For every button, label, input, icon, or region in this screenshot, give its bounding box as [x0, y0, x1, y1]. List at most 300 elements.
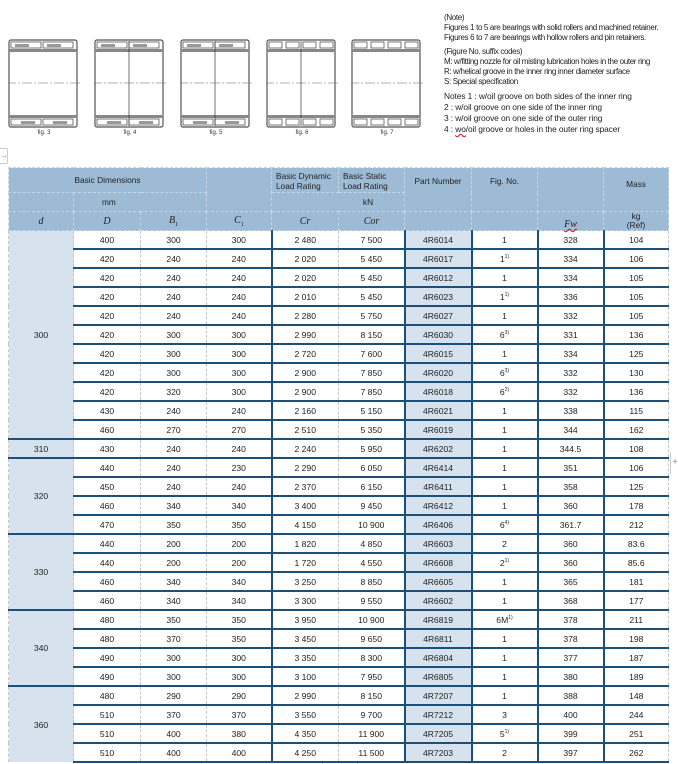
fig-no-cell: [472, 496, 538, 515]
width-b1-cell: 320: [141, 382, 207, 401]
header-mass-units: [604, 212, 669, 231]
width-c1-cell: 300: [207, 667, 272, 686]
dynamic-load-cell: 2 010: [272, 287, 339, 306]
fig-note-ref: 2): [504, 386, 510, 393]
width-b1-cell: 240: [141, 439, 207, 458]
part-number-cell: 4R6602: [405, 591, 472, 610]
bearing-figure-5: [180, 38, 250, 136]
bearing-figure-3: [8, 38, 78, 136]
static-load-cell: 11 500: [339, 743, 405, 762]
width-b1-cell: 200: [141, 553, 207, 572]
width-b1-cell: 400: [141, 743, 207, 762]
width-c1-cell: 350: [207, 515, 272, 534]
fig-no-cell: [472, 439, 538, 458]
table-row: [9, 268, 669, 287]
part-number-cell: 4R7207: [405, 686, 472, 705]
figure-caption: fig. 3: [37, 130, 51, 136]
part-number-cell: 4R6605: [405, 572, 472, 591]
outer-diameter-cell: 400: [74, 231, 141, 250]
width-b1-cell: 370: [141, 705, 207, 724]
fw-cell: 380: [538, 667, 604, 686]
mass-cell: 251: [604, 724, 669, 743]
width-b1-cell: 240: [141, 477, 207, 496]
fig-note-ref: 1): [504, 728, 510, 735]
width-b1-cell: 350: [141, 610, 207, 629]
outer-diameter-cell: 460: [74, 496, 141, 515]
part-number-cell: 4R6819: [405, 610, 472, 629]
mass-cell: 178: [604, 496, 669, 515]
fig-number: 2: [499, 557, 505, 568]
width-c1-cell: 240: [207, 268, 272, 287]
bore-diameter-cell: 320: [9, 458, 74, 534]
outer-diameter-cell: 510: [74, 705, 141, 724]
table-row: [9, 363, 669, 382]
fig-no-cell: [472, 325, 538, 344]
static-load-cell: 9 550: [339, 591, 405, 610]
header-part-number: Part Number: [405, 168, 472, 212]
bearing-figure-7: [351, 38, 421, 136]
static-load-cell: 8 150: [339, 686, 405, 705]
fig-number: 1: [502, 481, 507, 492]
fig-no-cell: [472, 743, 538, 762]
width-c1-cell: 340: [207, 591, 272, 610]
bearing-figure-4: [94, 38, 164, 136]
part-number-cell: 4R6406: [405, 515, 472, 534]
static-load-cell: 9 700: [339, 705, 405, 724]
fw-cell: 344: [538, 420, 604, 439]
static-load-cell: 9 650: [339, 629, 405, 648]
fig-note-ref: 4): [504, 519, 510, 526]
width-b1-cell: 340: [141, 496, 207, 515]
figure-caption: fig. 5: [209, 130, 223, 136]
width-b1-cell: 300: [141, 344, 207, 363]
fig-number: 5: [499, 728, 505, 739]
width-b1-cell: 400: [141, 724, 207, 743]
static-load-cell: 9 450: [339, 496, 405, 515]
fig-number: 2: [502, 538, 507, 549]
width-b1-cell: 340: [141, 591, 207, 610]
dynamic-load-cell: 3 450: [272, 629, 339, 648]
width-c1-cell: 240: [207, 401, 272, 420]
fig-no-cell: [472, 477, 538, 496]
header-static: Basic Static Load Rating: [339, 168, 405, 193]
part-number-cell: 4R7203: [405, 743, 472, 762]
width-c1-cell: 200: [207, 553, 272, 572]
fig-no-cell: [472, 401, 538, 420]
fw-cell: 378: [538, 610, 604, 629]
table-row: [9, 439, 669, 458]
header-d: d: [9, 212, 74, 231]
dynamic-load-cell: 3 950: [272, 610, 339, 629]
fw-cell: 377: [538, 648, 604, 667]
outer-diameter-cell: 420: [74, 325, 141, 344]
part-number-cell: 4R6014: [405, 231, 472, 250]
outer-diameter-cell: 420: [74, 249, 141, 268]
width-c1-cell: 350: [207, 629, 272, 648]
width-b1-cell: 340: [141, 572, 207, 591]
fig-note-ref: 1): [508, 614, 513, 621]
static-load-cell: 6 150: [339, 477, 405, 496]
width-b1-cell: 300: [141, 363, 207, 382]
mass-cell: 211: [604, 610, 669, 629]
part-number-cell: 4R6021: [405, 401, 472, 420]
table-move-handle-icon[interactable]: →: [0, 148, 8, 164]
dynamic-load-cell: 2 510: [272, 420, 339, 439]
outer-diameter-cell: 420: [74, 382, 141, 401]
fig-number: 1: [502, 405, 507, 416]
mass-cell: 148: [604, 686, 669, 705]
dynamic-load-cell: 3 350: [272, 648, 339, 667]
fw-cell: 334: [538, 268, 604, 287]
fig-no-cell: [472, 420, 538, 439]
mass-cell: 198: [604, 629, 669, 648]
part-number-cell: 4R6023: [405, 287, 472, 306]
note-number: 4 :: [444, 124, 456, 134]
mass-cell: 187: [604, 648, 669, 667]
fig-number: 6: [499, 386, 505, 397]
header-blank: [472, 212, 538, 231]
fig-number: 1: [502, 443, 507, 454]
table-row: [9, 705, 669, 724]
dynamic-load-cell: 2 290: [272, 458, 339, 477]
part-number-cell: 4R6805: [405, 667, 472, 686]
header-fw-top: [538, 168, 604, 212]
fig-number: 6: [499, 367, 505, 378]
note-line: Figures 6 to 7 are bearings with hollow rollers and pin retainers.: [444, 33, 646, 42]
table-row: [9, 496, 669, 515]
header-mm: mm: [74, 193, 207, 212]
table-row: [9, 686, 669, 705]
static-load-cell: 7 500: [339, 231, 405, 250]
part-number-cell: 4R6020: [405, 363, 472, 382]
table-row: [9, 648, 669, 667]
width-b1-cell: 240: [141, 458, 207, 477]
outer-diameter-cell: 510: [74, 743, 141, 762]
static-load-cell: 7 950: [339, 667, 405, 686]
header-B1: $B_1$: [141, 212, 207, 231]
dynamic-load-cell: 1 820: [272, 534, 339, 553]
dynamic-load-cell: 4 350: [272, 724, 339, 743]
fig-number: 6: [499, 519, 505, 530]
width-c1-cell: 300: [207, 344, 272, 363]
outer-diameter-cell: 430: [74, 401, 141, 420]
table-row: [9, 306, 669, 325]
table-row: [9, 344, 669, 363]
fig-no-cell: [472, 572, 538, 591]
fig-no-cell: [472, 553, 538, 572]
width-b1-cell: 240: [141, 287, 207, 306]
suffix-heading: (Figure No. suffix codes): [444, 47, 523, 56]
fig-number: 1: [502, 500, 507, 511]
bore-diameter-cell: 300: [9, 231, 74, 440]
fig-no-cell: [472, 306, 538, 325]
fig-number: 1: [502, 576, 507, 587]
table-row: [9, 420, 669, 439]
note-text: /oil groove or holes in the outer ring spacer: [465, 124, 621, 134]
width-c1-cell: 200: [207, 534, 272, 553]
mass-cell: 106: [604, 458, 669, 477]
width-c1-cell: 290: [207, 686, 272, 705]
mass-cell: 162: [604, 420, 669, 439]
part-number-cell: 4R6414: [405, 458, 472, 477]
fig-no-cell: [472, 363, 538, 382]
width-c1-cell: 240: [207, 306, 272, 325]
static-load-cell: 7 600: [339, 344, 405, 363]
fw-cell: 328: [538, 231, 604, 250]
width-b1-cell: 350: [141, 515, 207, 534]
dynamic-load-cell: 4 150: [272, 515, 339, 534]
bearing-figure-6: [266, 38, 336, 136]
dynamic-load-cell: 3 550: [272, 705, 339, 724]
width-c1-cell: 340: [207, 572, 272, 591]
table-row: [9, 724, 669, 743]
dynamic-load-cell: 2 900: [272, 382, 339, 401]
part-number-cell: 4R6018: [405, 382, 472, 401]
table-row: [9, 249, 669, 268]
fw-cell: 360: [538, 534, 604, 553]
numbered-note: Notes 1 : w/oil groove on both sides of the inner ring: [444, 91, 632, 101]
fig-number: 6: [499, 329, 505, 340]
table-row: [9, 610, 669, 629]
mass-cell: 130: [604, 363, 669, 382]
part-number-cell: 4R6030: [405, 325, 472, 344]
dynamic-load-cell: 2 990: [272, 325, 339, 344]
static-load-cell: 5 450: [339, 249, 405, 268]
fw-cell: 334: [538, 249, 604, 268]
outer-diameter-cell: 440: [74, 458, 141, 477]
fw-cell: 358: [538, 477, 604, 496]
numbered-note: 3 : w/oil groove on one side of the outer ring: [444, 113, 603, 123]
fig-note-ref: 1): [504, 253, 510, 260]
header-ref: (Ref): [626, 220, 646, 230]
outer-diameter-cell: 420: [74, 306, 141, 325]
width-c1-cell: 300: [207, 231, 272, 250]
dynamic-load-cell: 3 250: [272, 572, 339, 591]
dynamic-load-cell: 3 100: [272, 667, 339, 686]
fig-no-cell: [472, 686, 538, 705]
width-c1-cell: 270: [207, 420, 272, 439]
outer-diameter-cell: 420: [74, 363, 141, 382]
outer-diameter-cell: 480: [74, 629, 141, 648]
mass-cell: 105: [604, 268, 669, 287]
numbered-note: 2 : w/oil groove on one side of the inner ring: [444, 102, 602, 112]
fw-cell: 361.7: [538, 515, 604, 534]
fig-note-ref: 3): [504, 367, 510, 374]
table-row: [9, 515, 669, 534]
outer-diameter-cell: 440: [74, 553, 141, 572]
fig-no-cell: [472, 287, 538, 306]
table-row: [9, 667, 669, 686]
fig-number: 1: [502, 690, 507, 701]
mass-cell: 177: [604, 591, 669, 610]
static-load-cell: 7 850: [339, 382, 405, 401]
header-mass: [604, 168, 669, 212]
width-c1-cell: 240: [207, 439, 272, 458]
header-blank: [405, 212, 472, 231]
fig-no-cell: [472, 591, 538, 610]
table-row: [9, 629, 669, 648]
figure-strip: [0, 0, 440, 150]
outer-diameter-cell: 420: [74, 268, 141, 287]
width-b1-cell: 300: [141, 667, 207, 686]
table-row: [9, 743, 669, 762]
part-number-cell: 4R6202: [405, 439, 472, 458]
header-mass-label: Mass: [626, 179, 646, 189]
width-b1-cell: 270: [141, 420, 207, 439]
width-b1-cell: 200: [141, 534, 207, 553]
notes-panel: [444, 13, 678, 135]
width-b1-cell: 300: [141, 231, 207, 250]
mass-cell: 244: [604, 705, 669, 724]
dynamic-load-cell: 2 280: [272, 306, 339, 325]
width-b1-cell: 370: [141, 629, 207, 648]
part-number-cell: 4R7205: [405, 724, 472, 743]
spellcheck-flag: wo: [455, 124, 466, 134]
bore-diameter-cell: 310: [9, 439, 74, 458]
mass-cell: 136: [604, 382, 669, 401]
width-c1-cell: 370: [207, 705, 272, 724]
fig-number: 2: [502, 747, 507, 758]
outer-diameter-cell: 510: [74, 724, 141, 743]
outer-diameter-cell: 450: [74, 477, 141, 496]
mass-cell: 105: [604, 287, 669, 306]
width-c1-cell: 300: [207, 363, 272, 382]
fw-cell: 378: [538, 629, 604, 648]
static-load-cell: 4 850: [339, 534, 405, 553]
mass-cell: 104: [604, 231, 669, 250]
fig-number: 1: [499, 253, 505, 264]
table-row: [9, 572, 669, 591]
static-load-cell: 6 050: [339, 458, 405, 477]
width-c1-cell: 230: [207, 458, 272, 477]
fw-cell: 332: [538, 306, 604, 325]
header-kg: kg: [631, 211, 641, 221]
part-number-cell: 4R6019: [405, 420, 472, 439]
width-c1-cell: 340: [207, 496, 272, 515]
fig-no-cell: [472, 344, 538, 363]
header-C1: $C_1$: [207, 212, 272, 231]
fig-number: 1: [502, 272, 507, 283]
mass-cell: 83.6: [604, 534, 669, 553]
table-row: [9, 401, 669, 420]
header-Fw: Fw: [538, 212, 604, 231]
fig-no-cell: [472, 458, 538, 477]
width-c1-cell: 400: [207, 743, 272, 762]
dynamic-load-cell: 2 240: [272, 439, 339, 458]
outer-diameter-cell: 420: [74, 287, 141, 306]
static-load-cell: 7 850: [339, 363, 405, 382]
figure-caption: fig. 6: [295, 130, 309, 136]
numbered-note: [444, 124, 678, 135]
fig-number: 3: [502, 709, 507, 720]
figure-caption: fig. 7: [380, 130, 394, 136]
width-b1-cell: 240: [141, 401, 207, 420]
fig-no-cell: [472, 705, 538, 724]
static-load-cell: 8 300: [339, 648, 405, 667]
notes-heading: (Note): [444, 13, 465, 22]
header-Cor: Cor: [339, 212, 405, 231]
fw-cell: 344.5: [538, 439, 604, 458]
static-load-cell: 11 900: [339, 724, 405, 743]
table-row: [9, 477, 669, 496]
mass-cell: 181: [604, 572, 669, 591]
mass-cell: 115: [604, 401, 669, 420]
fw-cell: 336: [538, 287, 604, 306]
part-number-cell: 4R6015: [405, 344, 472, 363]
fig-note-ref: 1): [504, 291, 510, 298]
width-c1-cell: 300: [207, 325, 272, 344]
width-b1-cell: 240: [141, 306, 207, 325]
dynamic-load-cell: 2 480: [272, 231, 339, 250]
bore-diameter-cell: 340: [9, 610, 74, 686]
mass-cell: 212: [604, 515, 669, 534]
mass-cell: 262: [604, 743, 669, 762]
bore-diameter-cell: 330: [9, 534, 74, 610]
dynamic-load-cell: 3 400: [272, 496, 339, 515]
fig-no-cell: [472, 629, 538, 648]
dynamic-load-cell: 2 020: [272, 249, 339, 268]
outer-diameter-cell: 490: [74, 667, 141, 686]
header-basic-dimensions: Basic Dimensions: [9, 168, 207, 193]
static-load-cell: 10 900: [339, 515, 405, 534]
static-load-cell: 5 350: [339, 420, 405, 439]
bearing-spec-table: [8, 167, 669, 763]
mass-cell: 189: [604, 667, 669, 686]
table-row: [9, 231, 669, 250]
dynamic-load-cell: 2 990: [272, 686, 339, 705]
outer-diameter-cell: 440: [74, 534, 141, 553]
fw-cell: 338: [538, 401, 604, 420]
header-Cr: Cr: [272, 212, 339, 231]
dynamic-load-cell: 1 720: [272, 553, 339, 572]
width-c1-cell: 240: [207, 477, 272, 496]
header-blank: [9, 193, 74, 212]
part-number-cell: 4R6017: [405, 249, 472, 268]
part-number-cell: 4R7212: [405, 705, 472, 724]
fig-no-cell: [472, 515, 538, 534]
fig-no-cell: [472, 382, 538, 401]
outer-diameter-cell: 490: [74, 648, 141, 667]
add-column-icon[interactable]: +: [670, 452, 678, 474]
mass-cell: 125: [604, 477, 669, 496]
fig-number: 1: [502, 671, 507, 682]
outer-diameter-cell: 460: [74, 572, 141, 591]
static-load-cell: 8 850: [339, 572, 405, 591]
part-number-cell: 4R6603: [405, 534, 472, 553]
dynamic-load-cell: 2 370: [272, 477, 339, 496]
mass-cell: 85.6: [604, 553, 669, 572]
fw-cell: 399: [538, 724, 604, 743]
suffix-line: M: w/fitting nozzle for oil misting lubrication holes in the outer ring: [444, 57, 650, 66]
width-c1-cell: 300: [207, 648, 272, 667]
header-c1-top: [207, 168, 272, 212]
fig-no-cell: [472, 648, 538, 667]
fig-note-ref: 3): [504, 329, 510, 336]
outer-diameter-cell: 460: [74, 591, 141, 610]
fw-cell: 332: [538, 363, 604, 382]
fig-number: 1: [502, 462, 507, 473]
static-load-cell: 5 150: [339, 401, 405, 420]
fw-cell: 331: [538, 325, 604, 344]
fw-cell: 360: [538, 496, 604, 515]
width-c1-cell: 240: [207, 287, 272, 306]
width-c1-cell: 240: [207, 249, 272, 268]
mass-cell: 105: [604, 306, 669, 325]
width-b1-cell: 240: [141, 249, 207, 268]
fig-no-cell: [472, 534, 538, 553]
fw-cell: 351: [538, 458, 604, 477]
fig-no-cell: [472, 249, 538, 268]
